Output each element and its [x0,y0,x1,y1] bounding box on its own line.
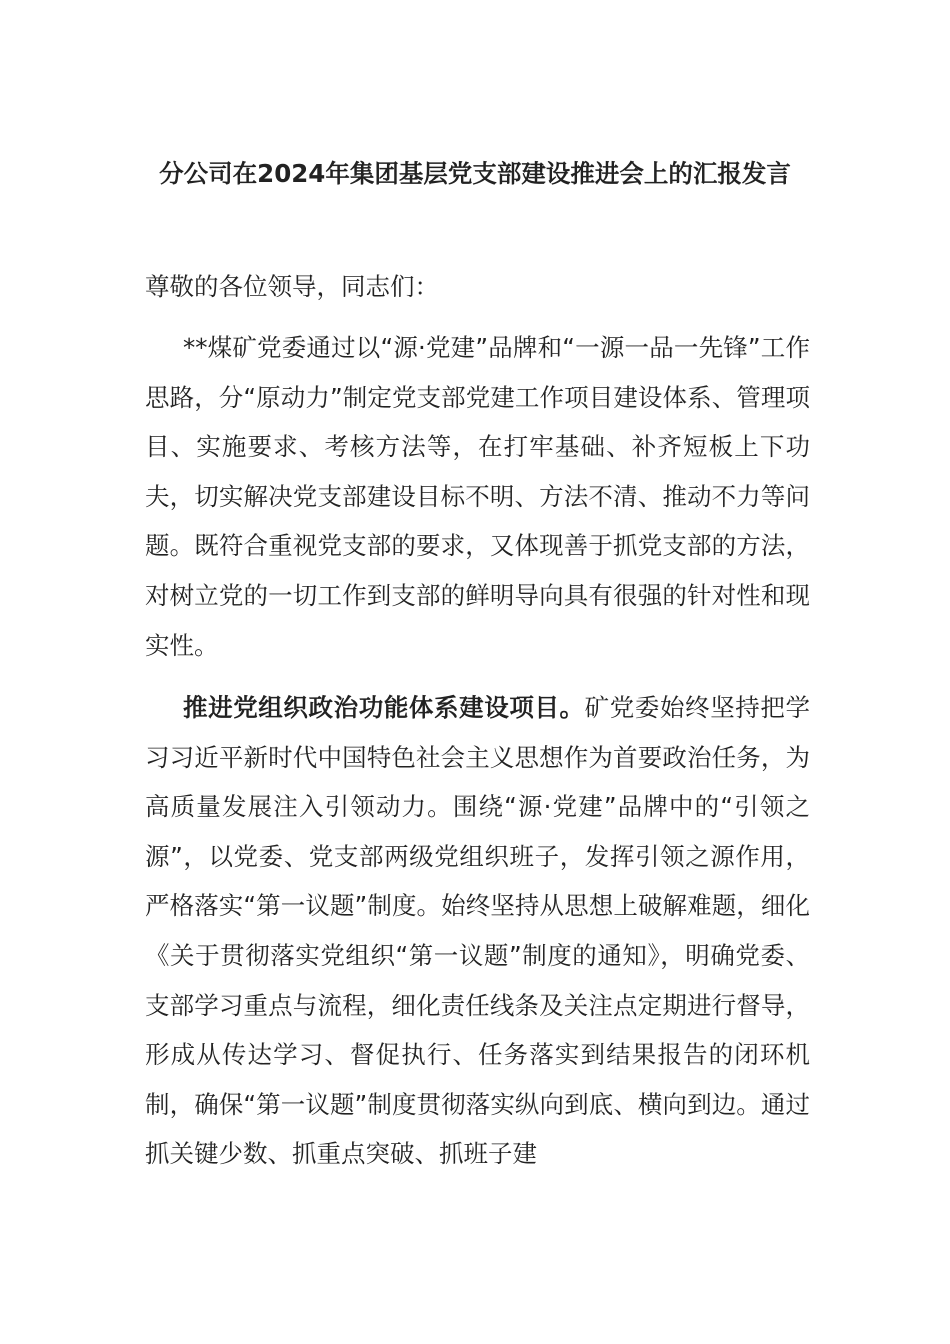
greeting: 尊敬的各位领导，同志们： [145,272,439,301]
paragraph-lead-heading: 推进党组织政治功能体系建设项目。 [183,693,585,722]
paragraph-body: 矿党委始终坚持把学习习近平新时代中国特色社会主义思想作为首要政治任务，为高质量发展注入引领动力。围绕“源·党建”品牌中的“引领之源”，以党委、党支部两级党组织班子，发挥引领之源作用，严格落实“第一议题”制度。始终坚持从思想上破解难题，细化《关于贯彻落实党组织“第一议题”制度的通知》，明确党委、支部学习重点与流程，细化责任线条及关注点定期进行督导，形成从传达学习、督促执行、任务落实到结果报告的闭环机制，确保“第一议题”制度贯彻落实纵向到底、横向到边。通过抓关键少数、抓重点突破、抓班子建 [145,693,811,1169]
paragraph-intro: **煤矿党委通过以“源·党建”品牌和“一源一品一先锋”工作思路，分“原动力”制定党支部党建工作项目建设体系、管理项目、实施要求、考核方法等，在打牢基础、补齐短板上下功夫，切实解决党支部建设目标不明、方法不清、推动不力等问题。既符合重视党支部的要求，又体现善于抓党支部的方法，对树立党的一切工作到支部的鲜明导向具有很强的针对性和现实性。 [145,333,810,660]
document-title: 分公司在2024年集团基层党支部建设推进会上的汇报发言 [159,159,791,188]
paragraph-political-function [145,683,810,1179]
